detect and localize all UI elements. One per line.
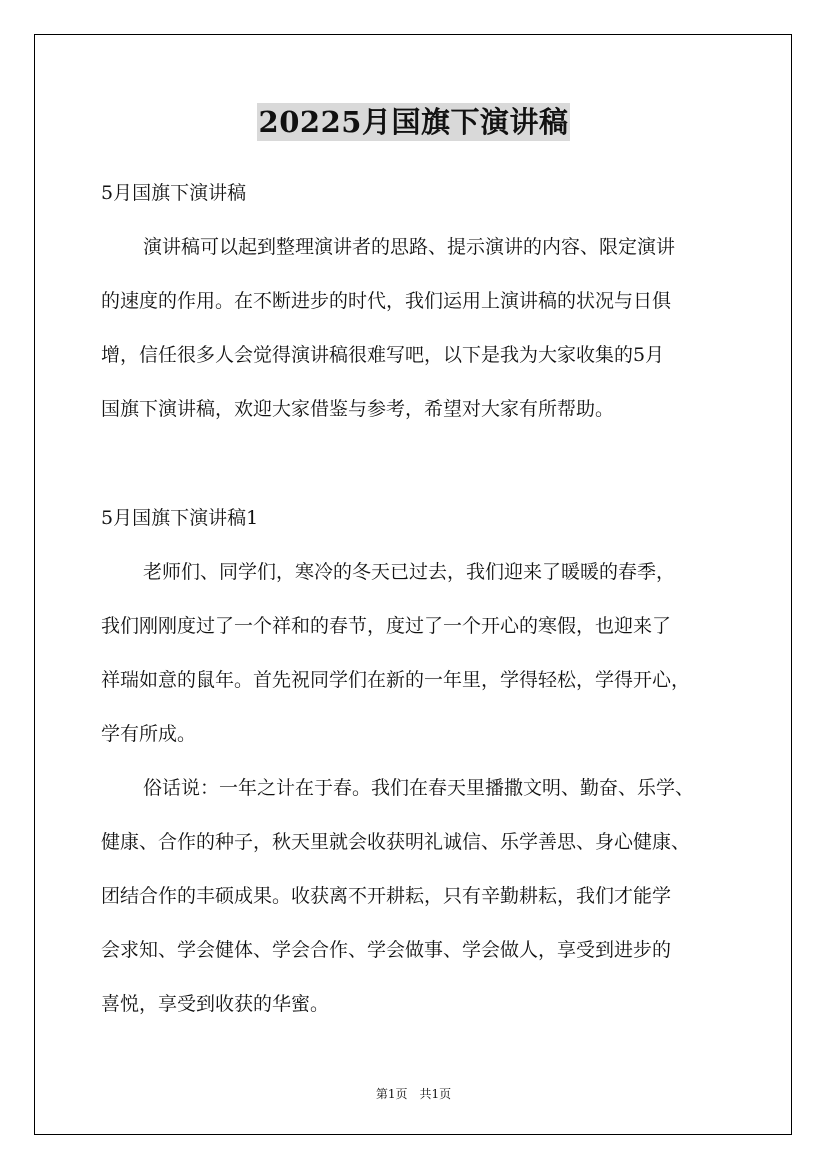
para2-line-4: 会求知、学会健体、学会合作、学会做事、学会做人，享受到进步的 (101, 939, 672, 961)
para2-line-2: 健康、合作的种子，秋天里就会收获明礼诚信、乐学善思、身心健康、 (101, 831, 691, 853)
document-subtitle: 5月国旗下演讲稿 (101, 182, 247, 204)
para1-line-4: 学有所成。 (101, 723, 197, 745)
intro-line-2: 的速度的作用。在不断进步的时代，我们运用上演讲稿的状况与日俱 (101, 290, 672, 312)
para1-line-3: 祥瑞如意的鼠年。首先祝同学们在新的一年里，学得轻松，学得开心， (101, 669, 691, 691)
intro-line-1: 演讲稿可以起到整理演讲者的思路、提示演讲的内容、限定演讲 (143, 236, 676, 258)
para2-line-1: 俗话说：一年之计在于春。我们在春天里播撒文明、勤奋、乐学、 (143, 777, 695, 799)
section-heading-1: 5月国旗下演讲稿1 (101, 507, 259, 529)
para1-line-1: 老师们、同学们，寒冷的冬天已过去，我们迎来了暖暖的春季， (143, 561, 676, 583)
para2-line-5: 喜悦，享受到收获的华蜜。 (101, 993, 330, 1015)
document-title: 20225月国旗下演讲稿 (258, 105, 569, 139)
page-footer: 第1页 共1页 (375, 1087, 452, 1101)
para2-line-3: 团结合作的丰硕成果。收获离不开耕耘，只有辛勤耕耘，我们才能学 (101, 885, 672, 907)
intro-line-4: 国旗下演讲稿，欢迎大家借鉴与参考，希望对大家有所帮助。 (101, 398, 615, 420)
title-container (0, 103, 827, 141)
intro-line-3: 增，信任很多人会觉得演讲稿很难写吧，以下是我为大家收集的5月 (101, 344, 665, 366)
para1-line-2: 我们刚刚度过了一个祥和的春节，度过了一个开心的寒假，也迎来了 (101, 615, 672, 637)
